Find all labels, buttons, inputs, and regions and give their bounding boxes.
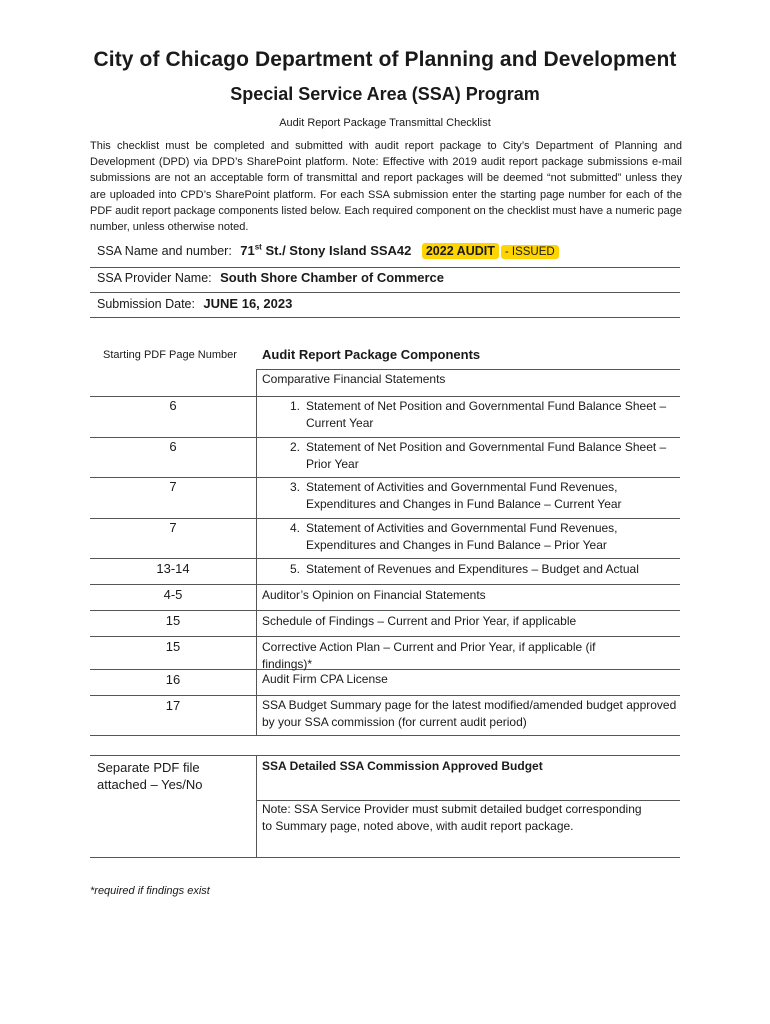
intro-paragraph: This checklist must be completed and submitted with audit report package to City’s Department of Planning and Development (DPD) via DPD’s SharePoint platform. Note: Effective with 2019 audit report package submissions e-mail submissions are not an acceptable form of transmittal and report packages will be deemed “not submitted” unless they are uploaded into CPD’s SharePoint platform. For each SSA submission enter the starting page number for each of the PDF audit report package components listed below. Each required component on the checklist must have a numeric page number, unless otherwise noted. <box>90 140 682 234</box>
column-header-page: Starting PDF Page Number <box>103 349 237 361</box>
page-subtitle: Special Service Area (SSA) Program <box>230 84 540 104</box>
page-number: 15 <box>165 613 181 628</box>
page-number: 7 <box>169 520 177 535</box>
ssa-name-value: 71st St./ Stony Island SSA42 <box>240 242 412 258</box>
date-value: JUNE 16, 2023 <box>203 296 293 311</box>
document-name: Audit Report Package Transmittal Checklist <box>279 117 491 129</box>
issued-badge: - ISSUED <box>501 245 559 259</box>
column-header-component: Audit Report Package Components <box>262 347 481 362</box>
table-rule <box>90 636 680 637</box>
provider-label: SSA Provider Name: <box>97 271 212 285</box>
table-rule <box>90 558 680 559</box>
page-number: 7 <box>169 479 177 494</box>
column-divider <box>256 369 257 735</box>
table-rule <box>90 396 680 397</box>
page-title: City of Chicago Department of Planning and Development <box>93 48 677 71</box>
page-number: 6 <box>169 439 177 454</box>
date-row <box>97 295 292 313</box>
table-rule <box>90 518 680 519</box>
section-heading: Comparative Financial Statements <box>262 372 446 386</box>
table-rule <box>90 437 680 438</box>
page-number: 4-5 <box>163 587 183 602</box>
divider <box>90 292 680 293</box>
audit-year-badge: 2022 AUDIT <box>422 243 499 259</box>
table-row: Corrective Action Plan – Current and Prior Year, if applicable (if findings)* <box>262 640 596 671</box>
table-rule <box>90 584 680 585</box>
page-number: 17 <box>165 698 181 713</box>
table-rule <box>90 695 680 696</box>
separate-pdf-note: Note: SSA Service Provider must submit detailed budget corresponding to Summary page, noted above, with audit report package. <box>262 802 642 833</box>
column-divider <box>256 755 257 857</box>
ssa-name-label: SSA Name and number: <box>97 244 232 258</box>
page-number: 16 <box>165 672 181 687</box>
separate-pdf-label: Separate PDF file attached – Yes/No <box>97 760 203 792</box>
table-rule <box>90 735 680 736</box>
separate-pdf-title: SSA Detailed SSA Commission Approved Budget <box>262 759 543 773</box>
page-number: 13-14 <box>156 561 190 576</box>
page-number: 6 <box>169 398 177 413</box>
footnote: *required if findings exist <box>90 885 210 897</box>
ssa-name-row <box>97 242 559 260</box>
date-label: Submission Date: <box>97 297 195 311</box>
table-rule <box>90 477 680 478</box>
table-row: Schedule of Findings – Current and Prior Year, if applicable <box>262 614 577 628</box>
provider-row <box>97 269 444 287</box>
table-row: Auditor’s Opinion on Financial Statements <box>262 588 486 602</box>
divider <box>90 267 680 268</box>
table-row: SSA Budget Summary page for the latest modified/amended budget approved by your SSA commission (for current audit period) <box>262 698 677 729</box>
table-row: Audit Firm CPA License <box>262 672 388 686</box>
table-rule <box>256 369 680 370</box>
table-rule <box>90 857 680 858</box>
provider-value: South Shore Chamber of Commerce <box>220 270 445 285</box>
divider <box>90 317 680 318</box>
page-number: 15 <box>165 639 181 654</box>
table-rule <box>90 610 680 611</box>
table-rule <box>90 755 680 756</box>
